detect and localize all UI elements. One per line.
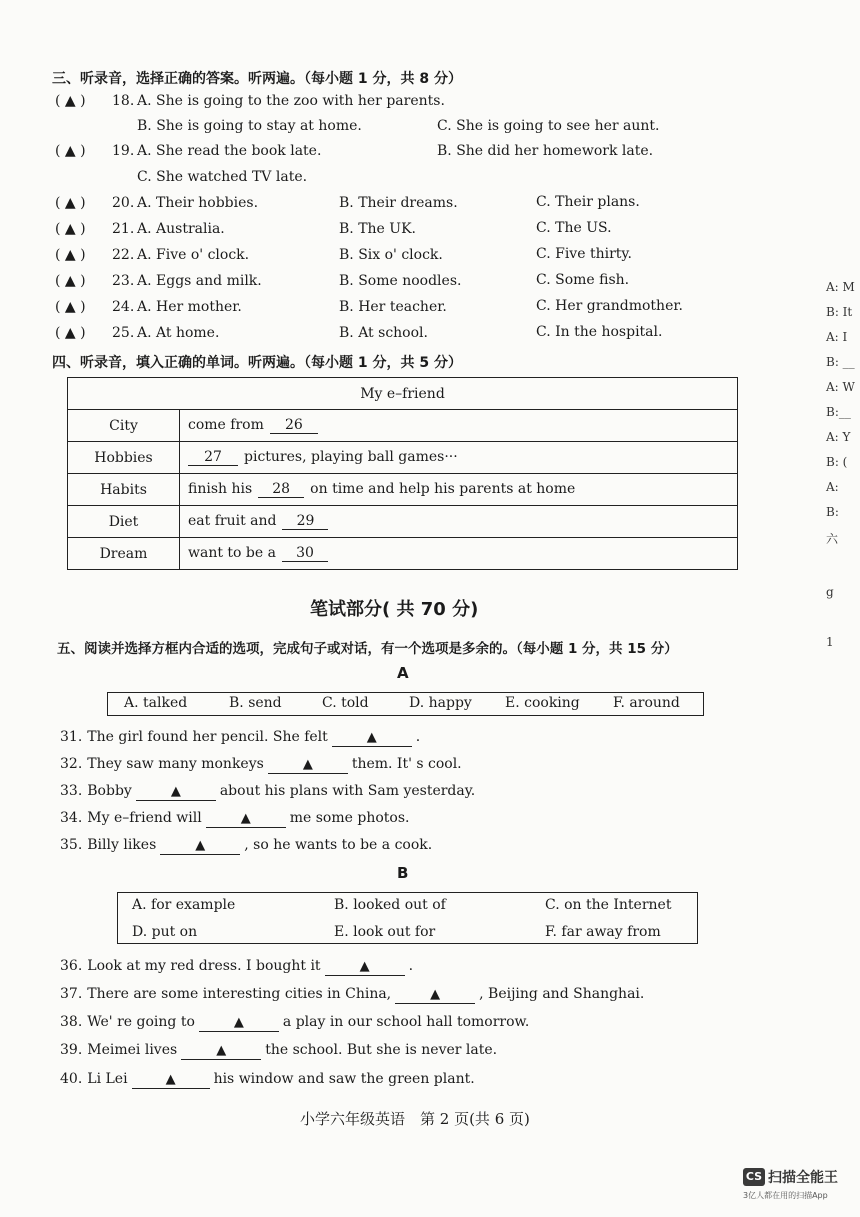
- answer-blank: ▲: [160, 838, 240, 855]
- answer-blank: 27: [188, 449, 238, 466]
- page-footer: 小学六年级英语 第 2 页(共 6 页): [300, 1110, 530, 1128]
- question-text: Meimei lives: [87, 1042, 178, 1058]
- question-text: They saw many monkeys: [87, 756, 264, 772]
- option-word: B. send: [229, 695, 282, 711]
- margin-fragment: B:: [826, 505, 839, 519]
- answer-blank: 28: [258, 481, 304, 498]
- answer-blank: 30: [282, 545, 328, 562]
- option-c: C. The US.: [536, 220, 612, 236]
- margin-fragment: B: It: [826, 305, 853, 319]
- answer-blank: ▲: [132, 1072, 210, 1089]
- option-phrase: D. put on: [132, 924, 198, 940]
- table-row: [68, 538, 738, 570]
- option-phrase: B. looked out of: [334, 897, 446, 913]
- question-text-after: his window and saw the green plant.: [213, 1071, 475, 1087]
- scanner-watermark: [743, 1166, 838, 1200]
- margin-fragment: A: M: [826, 280, 855, 294]
- option-word: F. around: [613, 695, 680, 711]
- answer-blank: 29: [282, 513, 328, 530]
- option-a: A. Australia.: [137, 221, 225, 237]
- question-number: 18.: [112, 93, 135, 109]
- answer-mark: ( ▲ ): [55, 325, 86, 341]
- question-text-after: , so he wants to be a cook.: [244, 837, 433, 853]
- margin-fragment: 1: [826, 635, 834, 649]
- option-phrase: A. for example: [132, 897, 236, 913]
- question-text-after: them. It' s cool.: [351, 756, 462, 772]
- fill-in-question: [60, 810, 409, 828]
- fill-in-question: [60, 756, 462, 774]
- option-b: B. The UK.: [339, 221, 416, 237]
- question-number: 38.: [60, 1014, 83, 1030]
- option-b: B. Some noodles.: [339, 273, 462, 289]
- answer-mark: ( ▲ ): [55, 299, 86, 315]
- table-row: [68, 410, 738, 442]
- question-text: There are some interesting cities in China,: [87, 986, 392, 1002]
- question-text: Bobby: [87, 783, 132, 799]
- fill-in-question: [60, 729, 420, 747]
- answer-mark: ( ▲ ): [55, 273, 86, 289]
- question-number: 37.: [60, 986, 83, 1002]
- question-number: 19.: [112, 143, 135, 159]
- option-word: C. told: [322, 695, 369, 711]
- question-number: 22.: [112, 247, 135, 263]
- written-part-heading: 笔试部分( 共 70 分): [310, 599, 479, 620]
- option-a: A. Her mother.: [137, 299, 242, 315]
- margin-fragment: g: [826, 585, 834, 599]
- option-c: C. Some fish.: [536, 272, 630, 288]
- option-b: B. She did her homework late.: [437, 143, 654, 159]
- fill-in-question: [60, 1071, 475, 1089]
- option-word: D. happy: [409, 695, 472, 711]
- question-text-after: the school. But she is never late.: [265, 1042, 498, 1058]
- answer-blank: ▲: [136, 784, 216, 801]
- table-row: [68, 474, 738, 506]
- fill-in-question: [60, 1014, 529, 1032]
- section-5-title: 五、阅读并选择方框内合适的选项，完成句子或对话，有一个选项是多余的。（每小题 1 分，共 15 分）: [57, 641, 678, 657]
- question-number: 21.: [112, 221, 135, 237]
- option-b: B. She is going to stay at home.: [137, 118, 362, 134]
- fill-in-question: [60, 837, 432, 855]
- answer-mark: ( ▲ ): [55, 195, 86, 211]
- question-number: 33.: [60, 783, 83, 799]
- option-word: A. talked: [124, 695, 188, 711]
- part-a-heading: A: [397, 664, 409, 682]
- table-title-row: [68, 378, 738, 410]
- answer-mark: ( ▲ ): [55, 247, 86, 263]
- option-a: A. She read the book late.: [137, 143, 322, 159]
- answer-blank: 26: [270, 417, 318, 434]
- question-text-after: , Beijing and Shanghai.: [479, 986, 645, 1002]
- option-a: A. At home.: [137, 325, 220, 341]
- option-c: C. She is going to see her aunt.: [437, 118, 660, 134]
- margin-fragment: A:: [826, 480, 839, 494]
- question-number: 24.: [112, 299, 135, 315]
- answer-blank: ▲: [199, 1015, 279, 1032]
- option-c: C. Their plans.: [536, 194, 640, 210]
- option-c: C. Her grandmother.: [536, 298, 683, 314]
- option-phrase: F. far away from: [545, 924, 661, 940]
- fill-in-question: [60, 958, 413, 976]
- option-a: A. Five o' clock.: [137, 247, 250, 263]
- question-text-after: me some photos.: [289, 810, 410, 826]
- text-after-blank: on time and help his parents at home: [310, 481, 576, 497]
- part-b-heading: B: [397, 864, 409, 882]
- margin-fragment: A: W: [826, 380, 855, 394]
- margin-fragment: B: __: [826, 355, 855, 369]
- row-content: [180, 410, 738, 442]
- question-number: 25.: [112, 325, 135, 341]
- text-after-blank: pictures, playing ball games···: [244, 449, 458, 465]
- row-content: [180, 474, 738, 506]
- text-before-blank: want to be a: [188, 545, 276, 561]
- margin-fragment: B: (: [826, 455, 848, 469]
- answer-mark: ( ▲ ): [55, 93, 86, 109]
- text-before-blank: eat fruit and: [188, 513, 277, 529]
- question-number: 34.: [60, 810, 83, 826]
- option-c: C. Five thirty.: [536, 246, 632, 262]
- option-phrase: E. look out for: [334, 924, 436, 940]
- answer-blank: ▲: [395, 987, 475, 1004]
- table-row: [68, 442, 738, 474]
- question-text-after: about his plans with Sam yesterday.: [219, 783, 476, 799]
- row-label: Diet: [68, 506, 180, 538]
- scanner-app-name: 扫描全能王: [768, 1169, 838, 1186]
- question-number: 31.: [60, 729, 83, 745]
- question-number: 39.: [60, 1042, 83, 1058]
- option-word: E. cooking: [505, 695, 580, 711]
- answer-blank: ▲: [206, 811, 286, 828]
- question-number: 23.: [112, 273, 135, 289]
- text-before-blank: finish his: [188, 481, 253, 497]
- question-text-after: .: [408, 958, 414, 974]
- row-label: Habits: [68, 474, 180, 506]
- table-title: My e–friend: [68, 378, 738, 410]
- option-b: B. Six o' clock.: [339, 247, 443, 263]
- question-number: 40.: [60, 1071, 83, 1087]
- fill-in-question: [60, 1042, 497, 1060]
- option-c: C. In the hospital.: [536, 324, 663, 340]
- question-text: Billy likes: [87, 837, 157, 853]
- answer-mark: ( ▲ ): [55, 221, 86, 237]
- row-content: [180, 538, 738, 570]
- question-text: Look at my red dress. I bought it: [87, 958, 321, 974]
- row-label: Dream: [68, 538, 180, 570]
- question-number: 20.: [112, 195, 135, 211]
- option-a: A. Their hobbies.: [137, 195, 259, 211]
- margin-fragment: 六: [826, 532, 839, 546]
- question-number: 32.: [60, 756, 83, 772]
- answer-blank: ▲: [268, 757, 348, 774]
- question-text-after: .: [415, 729, 421, 745]
- row-content: [180, 506, 738, 538]
- row-content: [180, 442, 738, 474]
- margin-fragment: A: Y: [826, 430, 851, 444]
- cs-logo-icon: CS: [743, 1168, 765, 1186]
- option-c: C. She watched TV late.: [137, 169, 308, 185]
- question-text: The girl found her pencil. She felt: [87, 729, 328, 745]
- option-a: A. Eggs and milk.: [137, 273, 262, 289]
- row-label: City: [68, 410, 180, 442]
- option-b: B. At school.: [339, 325, 428, 341]
- question-text: Li Lei: [87, 1071, 128, 1087]
- answer-blank: ▲: [325, 959, 405, 976]
- e-friend-table: [67, 377, 738, 570]
- fill-in-question: [60, 986, 644, 1004]
- question-text: We' re going to: [87, 1014, 195, 1030]
- answer-blank: ▲: [181, 1043, 261, 1060]
- answer-mark: ( ▲ ): [55, 143, 86, 159]
- question-text: My e–friend will: [87, 810, 202, 826]
- question-text-after: a play in our school hall tomorrow.: [282, 1014, 530, 1030]
- answer-blank: ▲: [332, 730, 412, 747]
- scanner-tagline: 3亿人都在用的扫描App: [743, 1191, 828, 1200]
- option-b: B. Her teacher.: [339, 299, 447, 315]
- margin-fragment: B:__: [826, 405, 851, 419]
- fill-in-question: [60, 783, 475, 801]
- text-before-blank: come from: [188, 417, 264, 433]
- option-phrase: C. on the Internet: [545, 897, 672, 913]
- table-row: [68, 506, 738, 538]
- section-3-title: 三、听录音，选择正确的答案。听两遍。（每小题 1 分，共 8 分）: [52, 71, 462, 87]
- option-b: B. Their dreams.: [339, 195, 458, 211]
- question-number: 36.: [60, 958, 83, 974]
- row-label: Hobbies: [68, 442, 180, 474]
- option-a: A. She is going to the zoo with her parents.: [137, 93, 445, 109]
- section-4-title: 四、听录音，填入正确的单词。听两遍。（每小题 1 分，共 5 分）: [52, 355, 462, 371]
- margin-fragment: A: I: [826, 330, 848, 344]
- question-number: 35.: [60, 837, 83, 853]
